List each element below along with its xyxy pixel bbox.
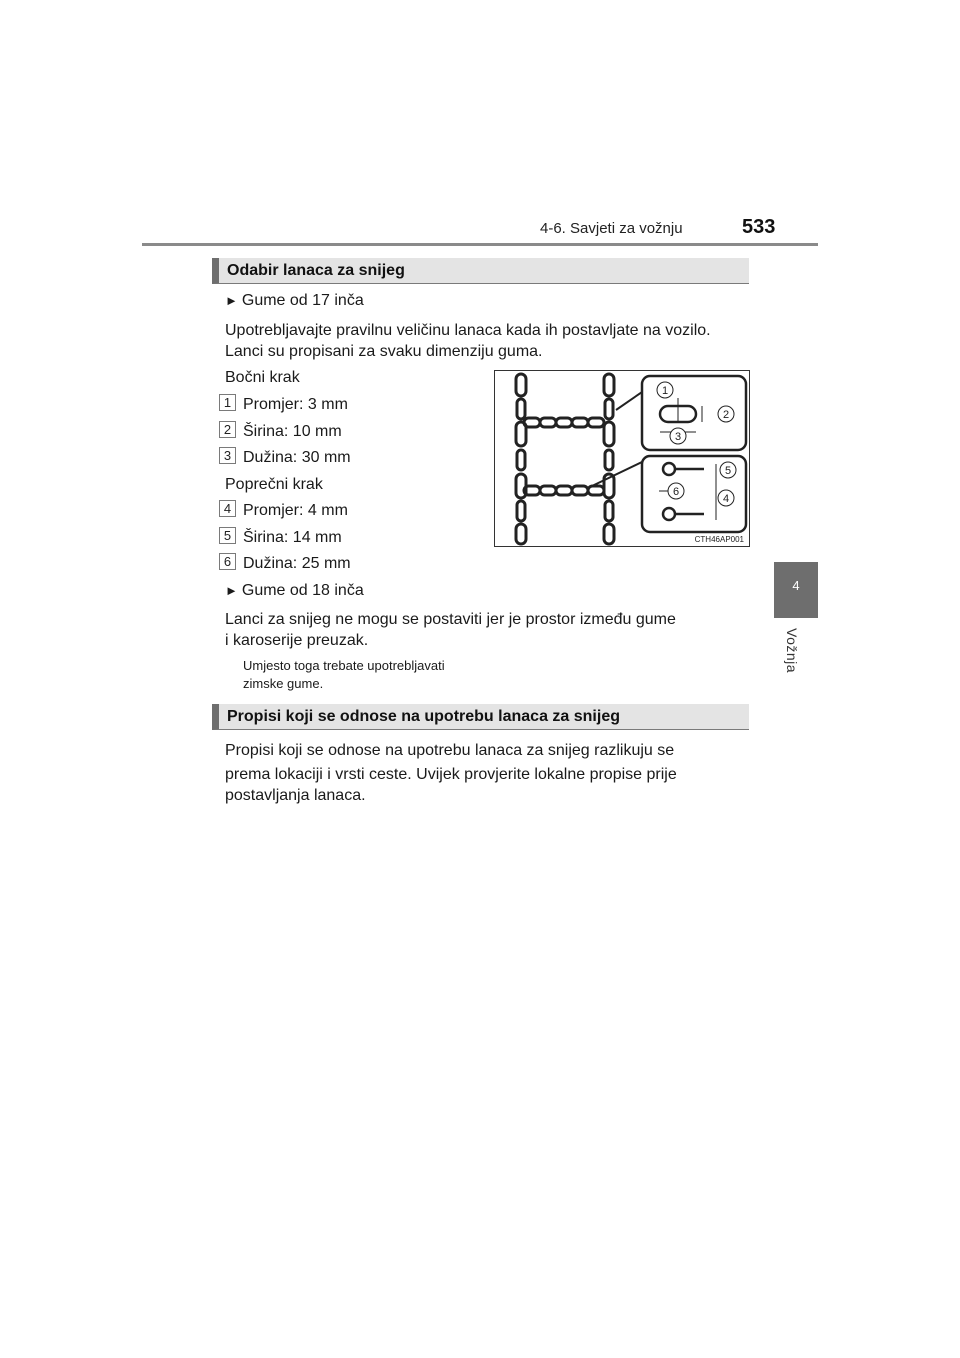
paragraph: Upotrebljavajte pravilnu veličinu lanaca kada ih postavljate na vozilo.	[225, 322, 711, 339]
list-item: Dužina: 30 mm	[243, 449, 351, 466]
callout-1: 1	[661, 385, 669, 397]
page-number: 533	[742, 216, 776, 238]
list-heading: Bočni krak	[225, 369, 300, 386]
callout-5: 5	[724, 465, 732, 477]
bullet-item	[225, 582, 364, 600]
triangle-bullet-icon: ►	[225, 293, 238, 308]
bullet-text: Gume od 18 inča	[241, 582, 364, 599]
callout-number-box: 4	[219, 500, 236, 517]
list-item: Širina: 10 mm	[243, 423, 342, 440]
note-text: Umjesto toga trebate upotrebljavati	[243, 658, 445, 673]
running-header-section: 4-6. Savjeti za vožnju	[540, 220, 683, 237]
callout-3: 3	[674, 431, 682, 443]
callout-number-box: 3	[219, 447, 236, 464]
section-heading: Odabir lanaca za snijeg	[227, 262, 405, 279]
callout-number-box: 2	[219, 421, 236, 438]
snow-chain-figure	[494, 370, 750, 547]
paragraph: Lanci su propisani za svaku dimenziju guma.	[225, 343, 543, 360]
list-item: Promjer: 4 mm	[243, 502, 348, 519]
callout-number-box: 5	[219, 527, 236, 544]
callout-number-box: 1	[219, 394, 236, 411]
list-heading: Poprečni krak	[225, 476, 323, 493]
section-heading-bar	[212, 704, 749, 730]
callout-2: 2	[722, 409, 730, 421]
section-heading-bar	[212, 258, 749, 284]
paragraph: i karoserije preuzak.	[225, 632, 369, 649]
paragraph: Propisi koji se odnose na upotrebu lanaca za snijeg razlikuju se	[225, 742, 675, 759]
paragraph: postavljanja lanaca.	[225, 787, 366, 804]
section-heading: Propisi koji se odnose na upotrebu lanaca za snijeg	[227, 708, 620, 725]
list-item: Širina: 14 mm	[243, 529, 342, 546]
list-item: Dužina: 25 mm	[243, 555, 351, 572]
triangle-bullet-icon: ►	[225, 583, 238, 598]
callout-number-box: 6	[219, 553, 236, 570]
chapter-tab-label: Vožnja	[784, 628, 800, 674]
note-text: zimske gume.	[243, 676, 324, 691]
callout-6: 6	[672, 486, 680, 498]
list-item: Promjer: 3 mm	[243, 396, 348, 413]
figure-code: CTH46AP001	[694, 535, 744, 544]
bullet-text: Gume od 17 inča	[241, 292, 364, 309]
chapter-tab-number: 4	[792, 578, 800, 593]
header-rule	[142, 243, 818, 246]
paragraph: prema lokaciji i vrsti ceste. Uvijek provjerite lokalne propise prije	[225, 766, 677, 783]
paragraph: Lanci za snijeg ne mogu se postaviti jer je prostor između gume	[225, 611, 676, 628]
bullet-item	[225, 292, 364, 310]
callout-4: 4	[722, 493, 730, 505]
